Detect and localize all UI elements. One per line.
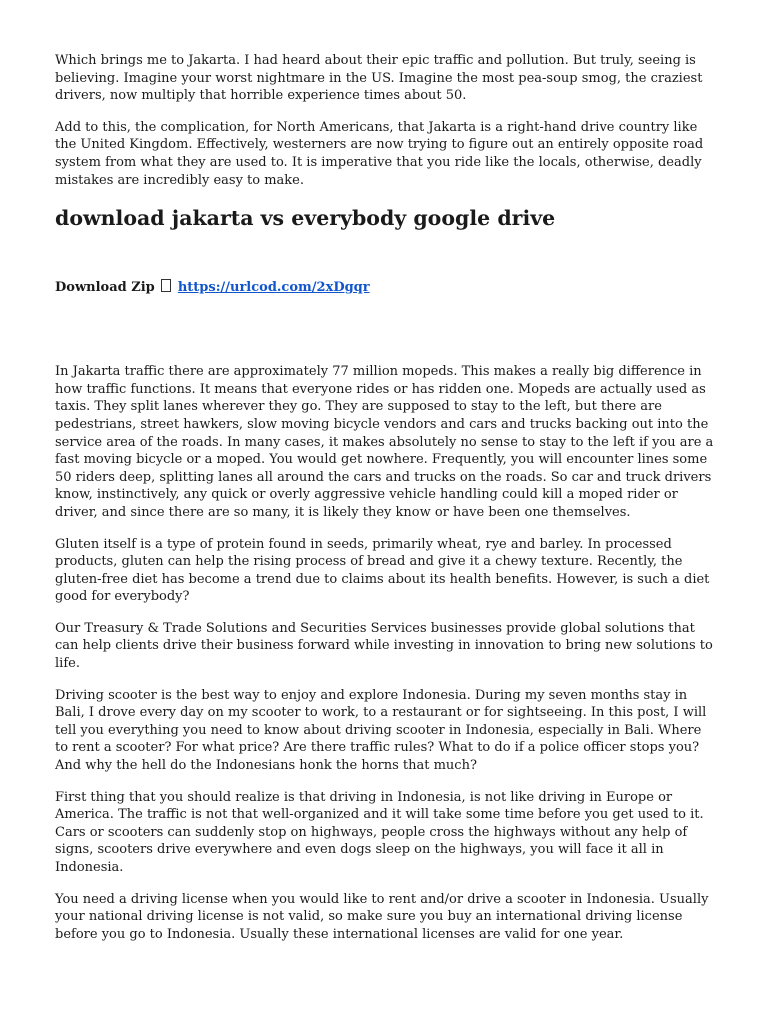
page-heading: download jakarta vs everybody google drive bbox=[55, 206, 556, 231]
spacer bbox=[55, 296, 715, 363]
missing-glyph-icon bbox=[161, 279, 171, 292]
body-paragraph-4: Driving scooter is the best way to enjoy and explore Indonesia. During my seven months stay in Bali, I drove every day on my scooter to work, to a restaurant or for sightseeing. In this post, I will tell you everything you need to know about driving scooter in Indonesia, especially in Bali. Where to rent a scooter? For what price? Are there traffic rules? What to do if a police officer stops you? And why the hell do the Indonesians honk the horns that much? bbox=[55, 687, 707, 774]
document-page bbox=[55, 52, 715, 957]
download-link[interactable]: https://urlcod.com/2xDgqr bbox=[177, 280, 370, 296]
body-paragraph-3: Our Treasury & Trade Solutions and Securities Services businesses provide global solutions that can help clients drive their business forward while investing in innovation to bring new solutions to life. bbox=[55, 620, 713, 672]
intro-paragraph-2: Add to this, the complication, for North Americans, that Jakarta is a right-hand drive country like the United Kingdom. Effectively, westerners are now trying to figure out an entirely opposite road system from what they are used to. It is imperative that you ride like the locals, otherwise, deadly mistakes are incredibly easy to make. bbox=[55, 119, 704, 188]
body-paragraph-1: In Jakarta traffic there are approximately 77 million mopeds. This makes a really big difference in how traffic functions. It means that everyone rides or has ridden one. Mopeds are actually used as taxis. They split lanes wherever they go. They are supposed to stay to the left, but there are pedestrians, street hawkers, slow moving bicycle vendors and cars and trucks backing out into the service area of the roads. In many cases, it makes absolutely no sense to stay to the left if you are a fast moving bicycle or a moped. You would get nowhere. Frequently, you will encounter lines some 50 riders deep, splitting lanes all around the cars and trucks on the roads. So car and truck drivers know, instinctively, any quick or overly aggressive vehicle handling could kill a moped rider or driver, and since there are so many, it is likely they know or have been one themselves. bbox=[55, 364, 714, 520]
download-label: Download Zip bbox=[55, 280, 155, 296]
body-paragraph-6: You need a driving license when you would like to rent and/or drive a scooter in Indonesia. Usually your national driving license is not valid, so make sure you buy an international driving license before you go to Indonesia. Usually these international licenses are valid for one year. bbox=[55, 891, 709, 942]
body-paragraph-2: Gluten itself is a type of protein found in seeds, primarily wheat, rye and barley. In processed products, gluten can help the rising process of bread and give it a chewy texture. Recently, the gluten-free diet has become a trend due to claims about its health benefits. However, is such a diet good for everybody? bbox=[55, 536, 710, 605]
body-paragraph-5: First thing that you should realize is that driving in Indonesia, is not like driving in Europe or America. The traffic is not that well-organized and it will take some time before you get used to it. Cars or scooters can suddenly stop on highways, people cross the highways without any help of signs, scooters drive everywhere and even dogs sleep on the highways, you will face it all in Indonesia. bbox=[55, 789, 704, 875]
intro-paragraph-1: Which brings me to Jakarta. I had heard about their epic traffic and pollution. But truly, seeing is believing. Imagine your worst nightmare in the US. Imagine the most pea-soup smog, the craziest drivers, now multiply that horrible experience times about 50. bbox=[55, 53, 703, 104]
download-line bbox=[55, 279, 715, 296]
